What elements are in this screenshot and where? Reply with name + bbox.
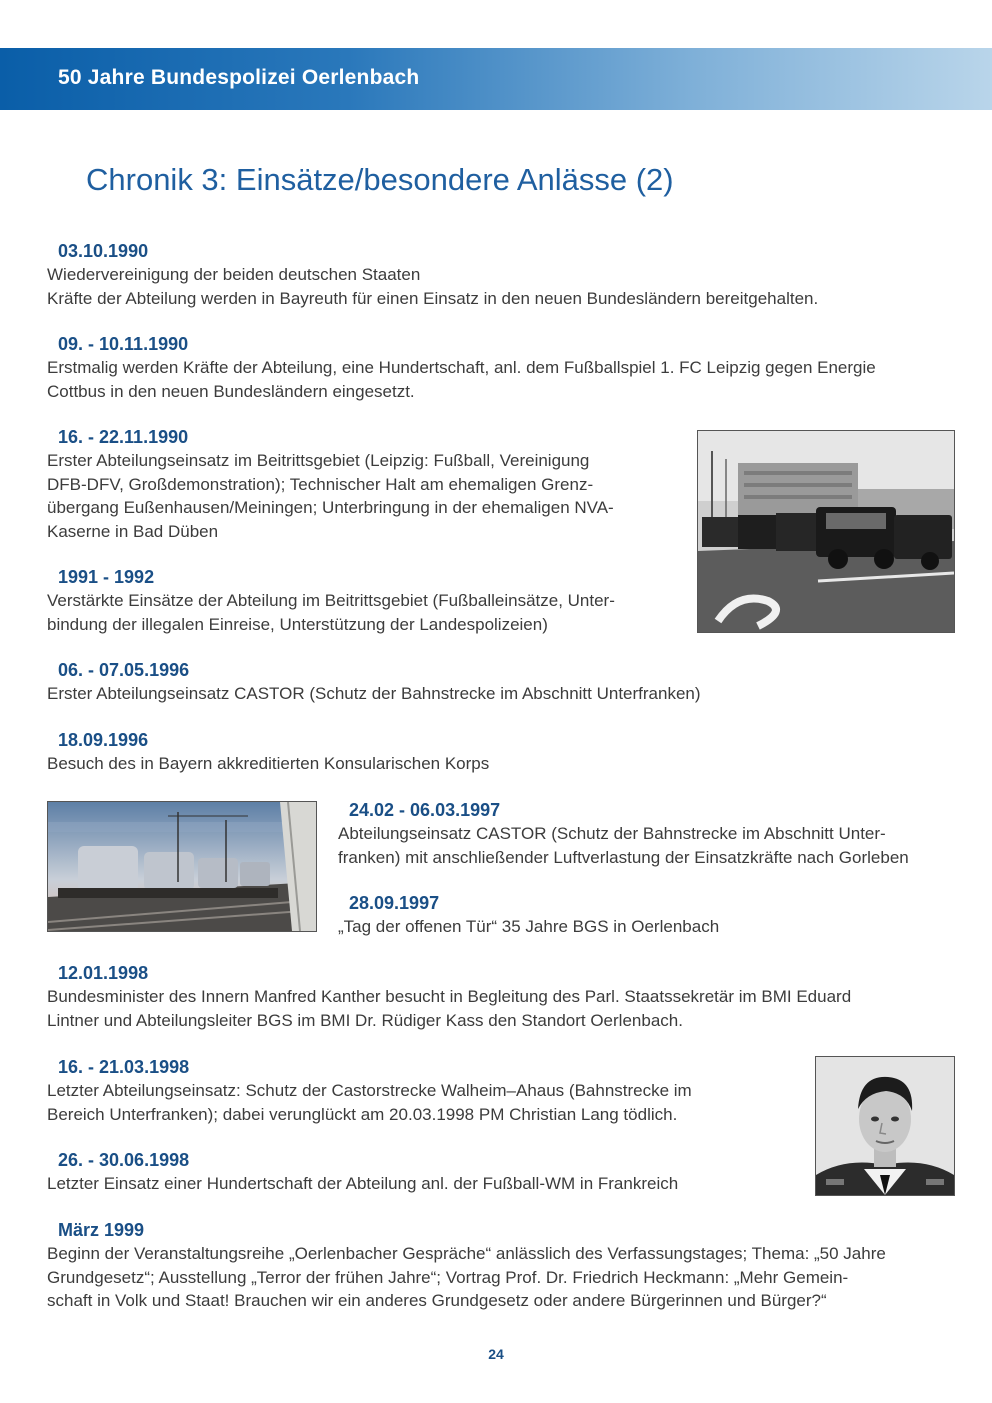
chronicle-entry bbox=[338, 892, 954, 939]
entry-line: Beginn der Veranstaltungsreihe „Oerlenbacher Gespräche“ anlässlich des Verfassungstages; Thema: „50 Jahre bbox=[47, 1244, 886, 1263]
entry-date: 16. - 22.11.1990 bbox=[58, 427, 189, 447]
entry-text bbox=[47, 356, 954, 403]
entry-text bbox=[338, 915, 954, 939]
entry-date: 06. - 07.05.1996 bbox=[58, 660, 190, 680]
entry-line: Cottbus in den neuen Bundesländern eingesetzt. bbox=[47, 381, 415, 401]
chronicle-entry bbox=[47, 333, 954, 403]
entry-date: 26. - 30.06.1998 bbox=[58, 1150, 190, 1170]
entry-line: Letzter Abteilungseinsatz: Schutz der Castorstrecke Walheim–Ahaus (Bahnstrecke im bbox=[47, 1081, 692, 1100]
entry-date: März 1999 bbox=[58, 1220, 145, 1240]
entry-line: Bereich Unterfranken); dabei verunglückt am 20.03.1998 PM Christian Lang tödlich. bbox=[47, 1104, 678, 1124]
chronicle-entry bbox=[47, 566, 675, 636]
entry-date: 03.10.1990 bbox=[58, 241, 149, 261]
entry-text bbox=[47, 752, 954, 776]
photo-portrait bbox=[815, 1056, 955, 1196]
chronicle-entry bbox=[47, 1056, 792, 1126]
entry-text bbox=[47, 449, 675, 543]
entry-date: 12.01.1998 bbox=[58, 963, 149, 983]
entry-line: Verstärkte Einsätze der Abteilung im Beitrittsgebiet (Fußballeinsätze, Unter- bbox=[47, 591, 615, 610]
photo-police-vehicles bbox=[697, 430, 955, 633]
entry-date: 24.02 - 06.03.1997 bbox=[349, 800, 501, 820]
chronicle-entry bbox=[47, 240, 954, 310]
photo-police-vehicles-image bbox=[698, 431, 954, 632]
entry-text bbox=[338, 822, 954, 869]
entry-date: 28.09.1997 bbox=[349, 893, 440, 913]
chronicle-entry bbox=[47, 426, 675, 543]
entry-date: 18.09.1996 bbox=[58, 730, 149, 750]
entry-line: Wiedervereinigung der beiden deutschen Staaten bbox=[47, 265, 421, 284]
entry-text bbox=[47, 985, 954, 1032]
page-title: Chronik 3: Einsätze/besondere Anlässe (2) bbox=[86, 162, 674, 197]
entry-line: DFB-DFV, Großdemonstration); Technischer Halt am ehemaligen Grenz- bbox=[47, 474, 594, 494]
entry-date: 16. - 21.03.1998 bbox=[58, 1057, 190, 1077]
entry-text bbox=[47, 263, 954, 310]
entry-date: 09. - 10.11.1990 bbox=[58, 334, 189, 354]
entry-line: Erstmalig werden Kräfte der Abteilung, eine Hundertschaft, anl. dem Fußballspiel 1. FC Leipzig gegen Energie bbox=[47, 358, 876, 377]
header-title: 50 Jahre Bundespolizei Oerlenbach bbox=[58, 66, 420, 89]
entry-line: Letzter Einsatz einer Hundertschaft der Abteilung anl. der Fußball-WM in Frankreich bbox=[47, 1174, 679, 1193]
entry-line: „Tag der offenen Tür“ 35 Jahre BGS in Oerlenbach bbox=[338, 917, 720, 936]
entry-line: Grundgesetz“; Ausstellung „Terror der frühen Jahre“; Vortrag Prof. Dr. Friedrich Heckmann: „Mehr Gemein- bbox=[47, 1267, 849, 1287]
entry-line: Lintner und Abteilungsleiter BGS im BMI Dr. Rüdiger Kass den Standort Oerlenbach. bbox=[47, 1010, 683, 1030]
chronicle-entry bbox=[47, 659, 954, 706]
entry-line: bindung der illegalen Einreise, Unterstützung der Landespolizeien) bbox=[47, 614, 548, 634]
entry-text bbox=[47, 1242, 954, 1313]
entry-date: 1991 - 1992 bbox=[58, 567, 155, 587]
entry-line: Bundesminister des Innern Manfred Kanther besucht in Begleitung des Parl. Staatssekretär im BMI Eduard bbox=[47, 987, 852, 1006]
chronicle-entry bbox=[47, 729, 954, 776]
entry-text bbox=[47, 589, 675, 636]
entry-line: übergang Eußenhausen/Meiningen; Unterbringung in der ehemaligen NVA- bbox=[47, 498, 614, 517]
entry-line: schaft in Volk und Staat! Brauchen wir ein anderes Grundgesetz oder andere Bürgerinnen und Bürger?“ bbox=[47, 1291, 827, 1310]
entry-line: Erster Abteilungseinsatz CASTOR (Schutz der Bahnstrecke im Abschnitt Unterfranken) bbox=[47, 684, 701, 703]
entry-text bbox=[47, 1079, 792, 1126]
entry-line: Erster Abteilungseinsatz im Beitrittsgebiet (Leipzig: Fußball, Vereinigung bbox=[47, 451, 590, 470]
entry-line: Kaserne in Bad Düben bbox=[47, 521, 219, 541]
entry-line: franken) mit anschließender Luftverlastung der Einsatzkräfte nach Gorleben bbox=[338, 847, 909, 867]
chronicle-entry bbox=[47, 1219, 954, 1313]
entry-text bbox=[47, 682, 954, 706]
chronicle-entry bbox=[47, 1149, 792, 1196]
entry-line: Abteilungseinsatz CASTOR (Schutz der Bahnstrecke im Abschnitt Unter- bbox=[338, 824, 886, 843]
chronicle-entry bbox=[47, 962, 954, 1032]
chronicle-entry bbox=[338, 799, 954, 869]
entry-text bbox=[47, 1172, 792, 1196]
page-number: 24 bbox=[488, 1346, 504, 1362]
entry-line: Besuch des in Bayern akkreditierten Konsularischen Korps bbox=[47, 754, 490, 773]
entry-line: Kräfte der Abteilung werden in Bayreuth für einen Einsatz in den neuen Bundesländern bereitgehalten. bbox=[47, 288, 819, 308]
photo-castor-train bbox=[47, 801, 317, 932]
photo-portrait-image bbox=[816, 1057, 954, 1195]
photo-castor-train-image bbox=[48, 802, 316, 931]
